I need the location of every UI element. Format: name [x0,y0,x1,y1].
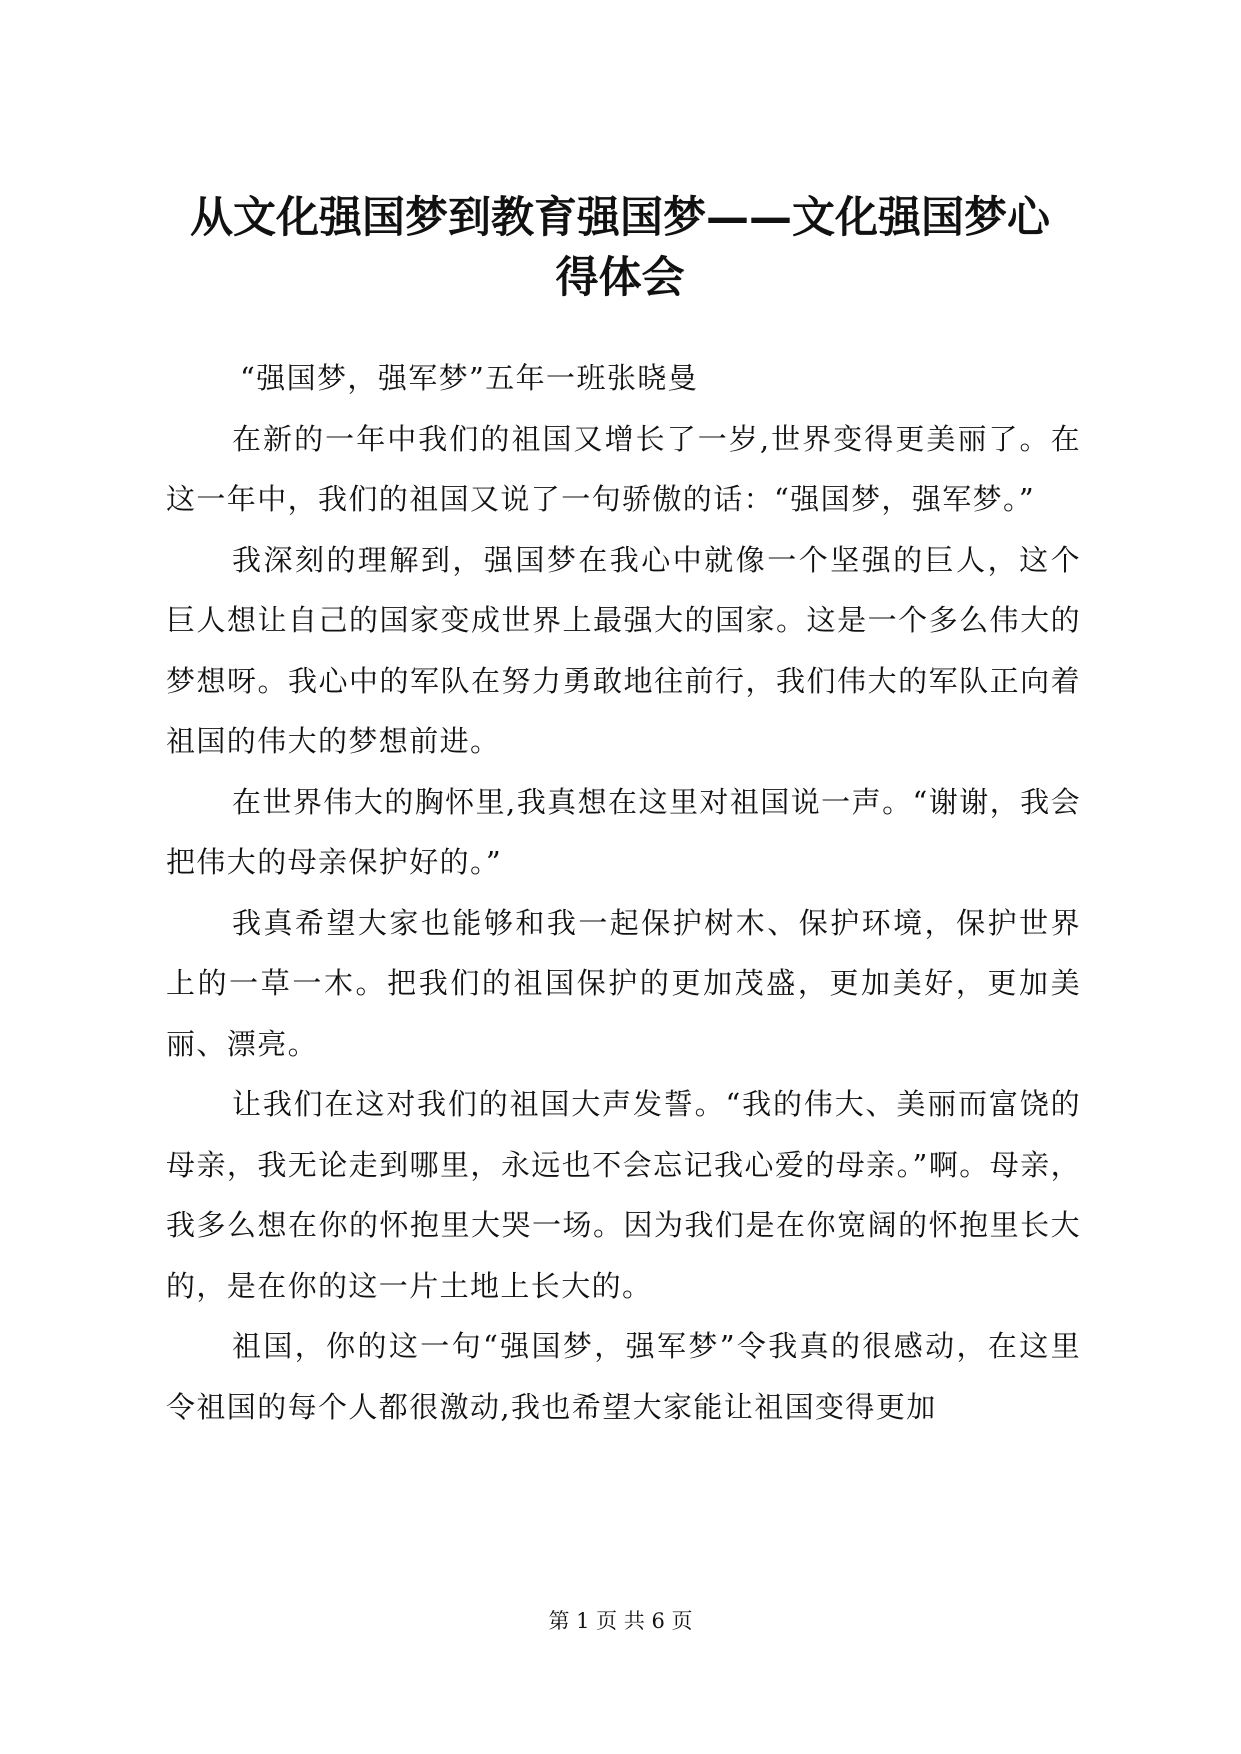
paragraph-4: 我真希望大家也能够和我一起保护树木、保护环境，保护世界上的一草一木。把我们的祖国保护的更加茂盛，更加美好，更加美丽、漂亮。 [166,905,1081,1061]
byline: “强国梦，强军梦”五年一班张晓曼 [240,361,699,395]
title-line-1: 从文化强国梦到教育强国梦——文化强国梦心 [190,193,1050,243]
page-footer [0,1606,1241,1636]
paragraph-6: 祖国，你的这一句“强国梦，强军梦”令我真的很感动，在这里令祖国的每个人都很激动,我也希望大家能让祖国变得更加 [166,1329,1081,1424]
paragraph-1: 在新的一年中我们的祖国又增长了一岁,世界变得更美丽了。在这一年中，我们的祖国又说了一句骄傲的话：“强国梦，强军梦。” [166,421,1081,516]
title-line-2: 得体会 [555,253,685,303]
paragraph-5: 让我们在这对我们的祖国大声发誓。“我的伟大、美丽而富饶的母亲，我无论走到哪里，永远也不会忘记我心爱的母亲。”啊。母亲，我多么想在你的怀抱里大哭一场。因为我们是在你宽阔的怀抱里长大的，是在你的这一片土地上长大的。 [166,1087,1081,1303]
paragraph-2: 我深刻的理解到，强国梦在我心中就像一个坚强的巨人，这个巨人想让自己的国家变成世界上最强大的国家。这是一个多么伟大的梦想呀。我心中的军队在努力勇敢地往前行，我们伟大的军队正向着祖国的伟大的梦想前进。 [166,542,1081,758]
document-title [150,188,1090,308]
page-indicator: 第 1 页 共 6 页 [548,1609,693,1633]
document-body [166,348,1081,1437]
paragraph-3: 在世界伟大的胸怀里,我真想在这里对祖国说一声。“谢谢，我会把伟大的母亲保护好的。” [166,784,1081,879]
